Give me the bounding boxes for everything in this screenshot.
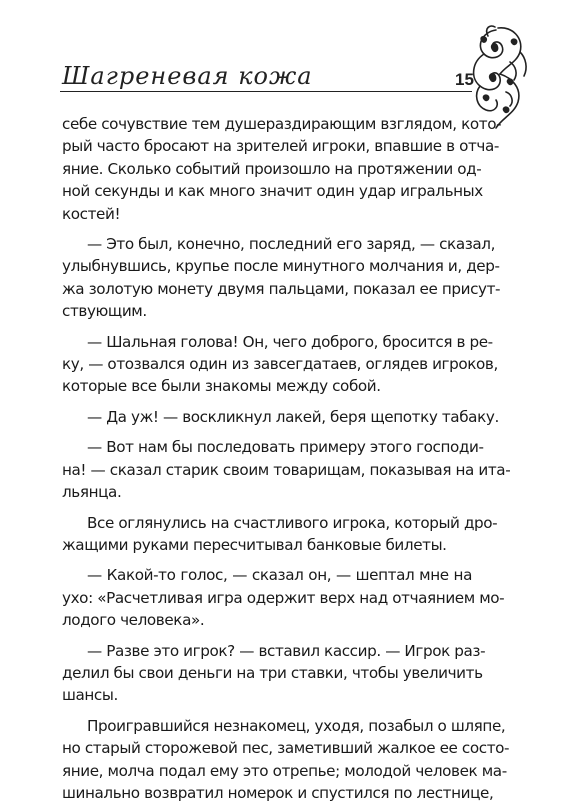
body-text (62, 113, 511, 804)
paragraph-1 (62, 113, 502, 225)
text-line: льянца. (62, 483, 122, 502)
text-line: улыбнувшись, крупье после минутного молчания и, дер- (62, 257, 500, 276)
text-line: — Вот нам бы последовать примеру этого господи- (87, 438, 484, 457)
paragraph-4 (62, 406, 499, 428)
text-line: ку, — отозвался один из завсегдатаев, оглядев игроков, (62, 355, 498, 374)
text-line: Проигравшийся незнакомец, уходя, позабыл о шляпе, (87, 716, 506, 735)
text-line: — Да уж! — воскликнул лакей, беря щепотку табаку. (87, 407, 499, 426)
text-line: но старый сторожевой пес, заметивший жалкое ее состо- (62, 739, 510, 758)
text-line: ухо: «Расчетливая игра одержит верх над отчаянием мо- (62, 588, 505, 607)
text-line: лодого человека». (62, 611, 205, 630)
paragraph-8 (62, 640, 486, 707)
text-line: себе сочувствие тем душераздирающим взглядом, кото- (62, 115, 502, 133)
paragraph-6 (62, 512, 498, 557)
paragraph-2 (62, 233, 501, 323)
text-line: рый часто бросают на зрителей игроки, впавшие в отча- (62, 137, 499, 156)
text-line: ствующим. (62, 302, 147, 321)
text-line: жа золотую монету двумя пальцами, показал ее присут- (62, 279, 501, 298)
paragraph-7 (62, 564, 505, 631)
text-line: ной секунды и как много значит один удар игральных (62, 182, 483, 201)
text-line: яние, молча подал ему это отрепье; молодой человек ма- (62, 761, 507, 780)
text-line: — Разве это игрок? — вставил кассир. — Игрок раз- (87, 641, 486, 660)
text-line: яние. Сколько событий произошло на протяжении од- (62, 159, 482, 178)
text-line: костей! (62, 204, 121, 223)
page-number: 15 (455, 70, 474, 89)
text-line: делил бы свои деньги на три ставки, чтобы увеличить (62, 663, 483, 682)
text-line: шинально возвратил номерок и спустился по лестнице, (62, 783, 494, 802)
text-line: на! — сказал старик своим товарищам, показывая на ита- (62, 460, 511, 479)
header-rule (60, 91, 472, 92)
text-line: Все оглянулись на счастливого игрока, который дро- (87, 513, 498, 532)
text-line: — Какой-то голос, — сказал он, — шептал мне на (87, 566, 472, 585)
running-title: Шагреневая кожа (62, 62, 313, 90)
paragraph-3 (62, 331, 498, 398)
text-line: — Шальная голова! Он, чего доброго, бросится в ре- (87, 332, 493, 351)
text-line: жащими руками пересчитывал банковые билеты. (62, 535, 447, 554)
text-line: — Это был, конечно, последний его заряд, — сказал, (87, 235, 496, 254)
text-line: которые все были знакомы между собой. (62, 377, 381, 396)
paragraph-9 (62, 715, 510, 804)
paragraph-5 (62, 436, 511, 503)
text-line: шансы. (62, 686, 118, 705)
running-header (60, 58, 490, 98)
